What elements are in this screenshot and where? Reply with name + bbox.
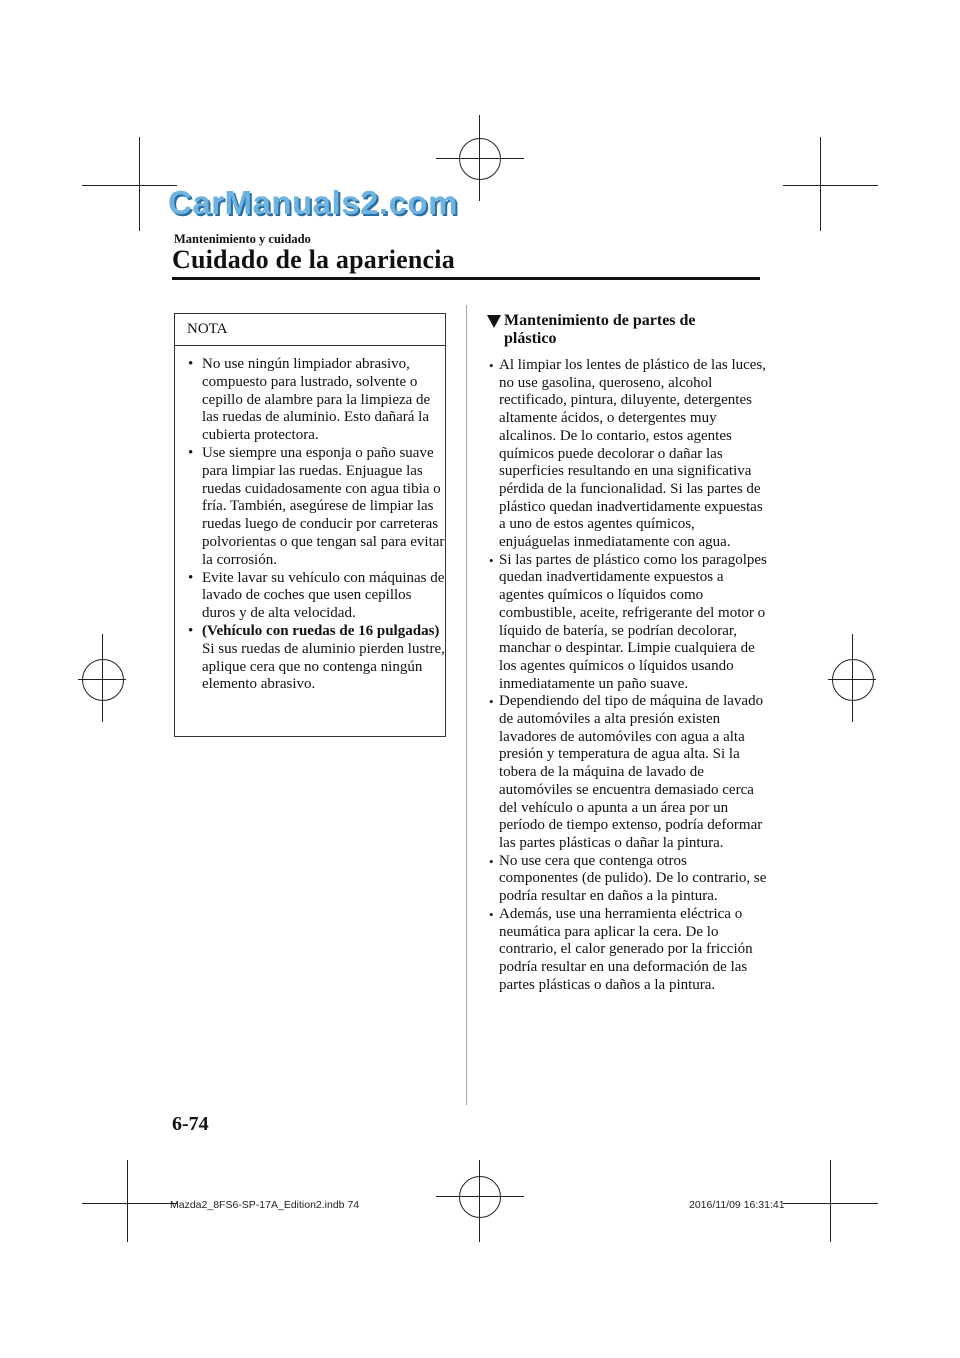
page-number: 6-74: [172, 1113, 209, 1135]
note-item-text: No use ningún limpiador abrasivo, compuesto para lustrado, solvente o cepillo de alambre para la limpieza de las ruedas de aluminio. Esto dañará la cubierta protectora.: [202, 356, 431, 444]
note-item-text: Use siempre una esponja o paño suave para limpiar las ruedas. Enjuague las ruedas cuidadosamente con agua tibia o fría. También, asegúrese de limpiar las ruedas luego de conducir por carreteras polvorientas o que tengan sal para evitar la corrosión.: [202, 444, 445, 568]
note-heading: NOTA: [175, 314, 445, 346]
maintenance-list: [489, 357, 767, 994]
note-box: [174, 313, 446, 737]
page-title: Cuidado de la apariencia: [172, 245, 455, 274]
note-item: • (Vehículo con ruedas de 16 pulgadas) Si sus ruedas de aluminio pierden lustre, aplique cera que no contenga ningún elemento abrasivo.: [188, 622, 445, 693]
list-item: • No use cera que contenga otros componentes (de pulido). De lo contrario, se podría resultar en daños a la pintura.: [489, 852, 767, 905]
note-item-text: Si sus ruedas de aluminio pierden lustre, aplique cera que no contenga ningún elemento abrasivo.: [202, 640, 445, 693]
list-item: • Además, use una herramienta eléctrica o neumática para aplicar la cera. De lo contrario, el calor generado por la fricción podría resultar en una deformación de las partes plásticas o daños a la pintura.: [489, 905, 753, 993]
note-item: • Use siempre una esponja o paño suave para limpiar las ruedas. Enjuague las ruedas cuidadosamente con agua tibia o fría. También, asegúrese de limpiar las ruedas luego de conducir por carreteras polvorientas o que tengan sal para evitar la corrosión.: [188, 444, 445, 568]
column-divider: [466, 305, 467, 1105]
title-rule: [172, 277, 760, 280]
note-item-bold: (Vehículo con ruedas de 16 pulgadas): [202, 622, 440, 639]
list-item: • Dependiendo del tipo de máquina de lavado de automóviles a alta presión existen lavadores de automóviles con agua a alta presión y temperatura de agua alta. Si la tobera de la máquina de lavado de automóviles se encuentra demasiado cerca del vehículo o apunta a un área por un período de tiempo extenso, podría deformar las partes plásticas o dañar la pintura.: [489, 693, 764, 851]
list-item: • Al limpiar los lentes de plástico de las luces, no use gasolina, queroseno, alcohol rectificado, pintura, diluyente, detergentes altamente ácidos, o detergentes muy alcalinos. De lo contario, estos agentes químicos puede decolorar o dañar las superficies resultando en una significativa pérdida de la funcionalidad. Si las partes de plástico quedan inadvertidamente expuestas a uno de estos agentes químicos, enjuáguelas inmediatamente con agua.: [489, 357, 767, 551]
watermark-logo: CarManuals2.com: [168, 184, 458, 221]
footer-filename: Mazda2_8FS6-SP-17A_Edition2.indb 74: [170, 1199, 360, 1211]
note-item: • Evite lavar su vehículo con máquinas de lavado de coches que usen cepillos duros y de alta velocidad.: [188, 569, 445, 622]
note-list: [175, 346, 445, 694]
subsection-heading: [487, 312, 747, 348]
note-item: • No use ningún limpiador abrasivo, compuesto para lustrado, solvente o cepillo de alambre para la limpieza de las ruedas de aluminio. Esto dañará la cubierta protectora.: [188, 356, 431, 444]
footer-timestamp: 2016/11/09 16:31:41: [689, 1199, 785, 1211]
note-item-text: Evite lavar su vehículo con máquinas de lavado de coches que usen cepillos duros y de alta velocidad.: [202, 569, 445, 622]
list-item: • Si las partes de plástico como los paragolpes quedan inadvertidamente expuestos a agentes químicos o líquidos como combustible, aceite, refrigerante del motor o líquido de batería, se podrían decolorar, manchar o despintar. Limpie cualquiera de los agentes químicos o líquidos usando inmediatamente un paño suave.: [489, 551, 767, 692]
triangle-down-icon: [487, 315, 501, 328]
subsection-heading-text: Mantenimiento de partes de plástico: [504, 312, 696, 347]
section-label: Mantenimiento y cuidado: [174, 232, 311, 246]
